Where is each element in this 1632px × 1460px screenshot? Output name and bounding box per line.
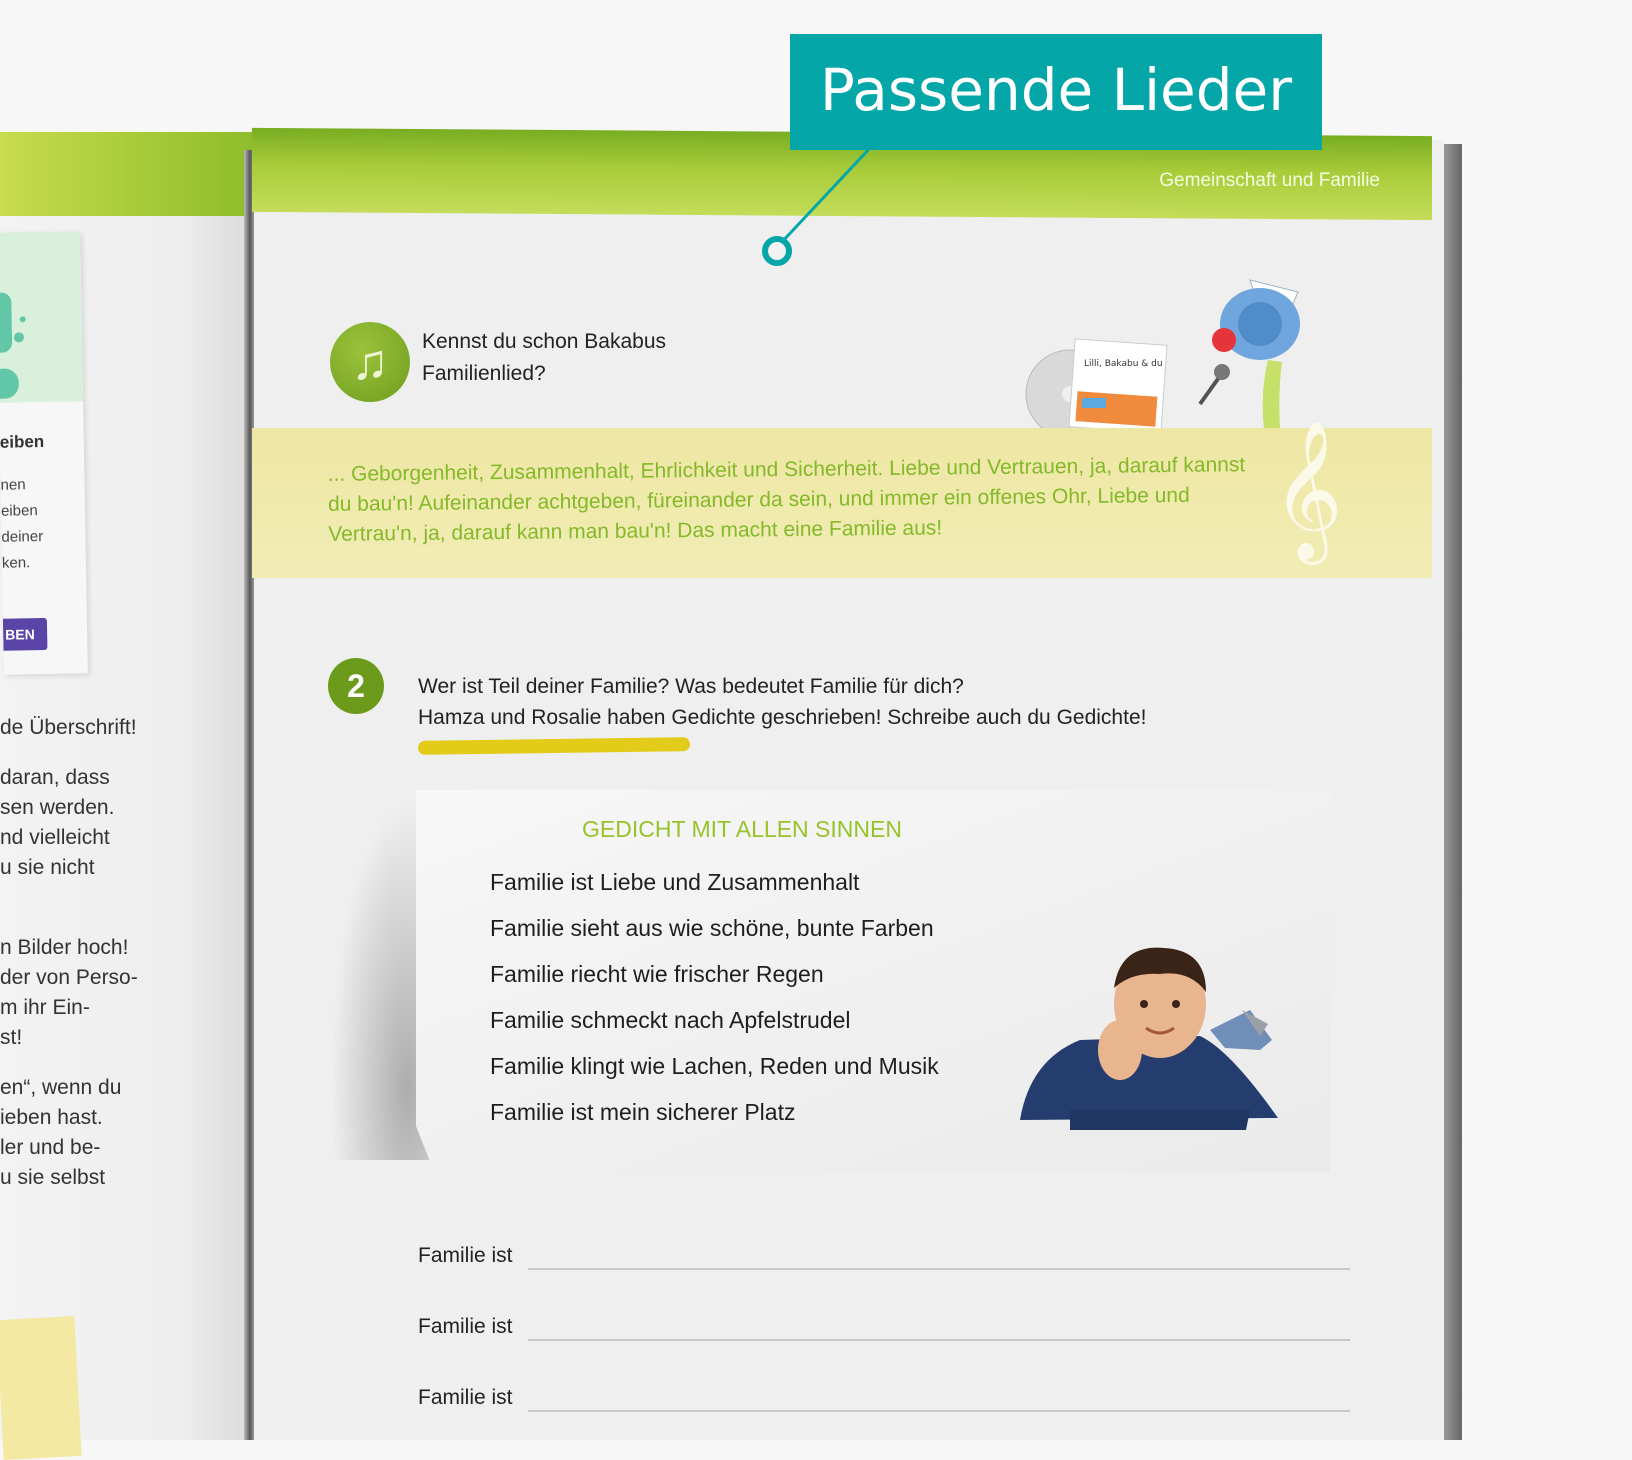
left-text-line: u sie selbst: [0, 1166, 106, 1189]
left-text-line: de Überschrift!: [0, 716, 137, 739]
section-label: Gemeinschaft und Familie: [1159, 170, 1380, 191]
left-text-line: m ihr Ein-: [0, 996, 90, 1019]
left-text-line: n Bilder hoch!: [0, 936, 129, 959]
left-text-line: ler und be-: [0, 1136, 101, 1159]
left-card-line: deiner: [1, 527, 44, 546]
left-card-button[interactable]: BEN: [3, 618, 48, 651]
mint-dot: [20, 316, 26, 322]
write-line-label: Familie ist: [418, 1386, 513, 1409]
left-card-line: ken.: [1, 554, 31, 572]
cd-cover-text: Lilli, Bakabu & du: [1084, 359, 1163, 369]
left-text-line: nd vielleicht: [0, 826, 110, 849]
poem-line: Familie ist Liebe und Zusammenhalt: [490, 869, 860, 895]
poem-line: Familie ist mein sicherer Platz: [490, 1099, 796, 1125]
write-line[interactable]: [528, 1268, 1350, 1270]
callout-title: Passende Lieder: [819, 56, 1293, 124]
bakabu-character: [1190, 272, 1320, 432]
left-card-heading: eiben: [0, 431, 45, 452]
poem-line: Familie riecht wie frischer Regen: [490, 961, 824, 987]
poem-line: Familie sieht aus wie schöne, bunte Farben: [490, 915, 934, 941]
write-line[interactable]: [528, 1410, 1350, 1412]
boy-photo: [1010, 940, 1280, 1130]
left-card-line: nen: [0, 476, 26, 494]
left-card-line: eiben: [0, 502, 38, 520]
left-card-image: [0, 231, 83, 402]
exercise-number-badge: 2: [328, 658, 384, 714]
left-text-line: u sie nicht: [0, 856, 95, 879]
poem-line: Familie klingt wie Lachen, Reden und Musik: [490, 1053, 939, 1079]
page-edge: [1444, 144, 1462, 1440]
lyrics-text: ... Geborgenheit, Zusammenhalt, Ehrlichkeit und Sicherheit. Liebe und Vertrauen, ja, darauf kannst du bau'n! Aufeinander achtgeben, füreinander da sein, und immer ein offenes Ohr, Liebe und Vertrau'n, ja, darauf kann man bau'n! Das macht eine Familie aus!: [327, 453, 1246, 546]
left-sticky-note: [0, 1316, 82, 1460]
write-line[interactable]: [528, 1339, 1350, 1341]
left-header-band: [0, 132, 258, 216]
left-text-line: der von Perso-: [0, 966, 138, 989]
mint-shape: [0, 293, 12, 353]
left-text-line: ieben hast.: [0, 1106, 103, 1129]
left-info-card: [0, 231, 88, 674]
left-text-line: daran, dass: [0, 766, 110, 789]
left-text-line: st!: [0, 1026, 23, 1049]
exercise-question-1: Wer ist Teil deiner Familie? Was bedeutet Familie für dich?: [418, 675, 964, 698]
exercise-question-2: Hamza und Rosalie haben Gedichte geschrieben! Schreibe auch du Gedichte!: [418, 706, 1147, 729]
music-note-icon: ♫: [330, 322, 410, 402]
mint-shape: [0, 368, 19, 398]
left-text-line: sen werden.: [0, 796, 115, 819]
intro-text: Kennst du schon Bakabus Familienlied?: [422, 330, 667, 385]
write-line-label: Familie ist: [418, 1315, 513, 1338]
left-text-line: en“, wenn du: [0, 1076, 122, 1099]
poem-line: Familie schmeckt nach Apfelstrudel: [490, 1007, 851, 1033]
book-spine: [244, 150, 254, 1440]
callout-pin: [762, 236, 792, 266]
poem-title: GEDICHT MIT ALLEN SINNEN: [582, 816, 902, 842]
write-line-label: Familie ist: [418, 1244, 513, 1267]
treble-clef-icon: 𝄞: [1272, 422, 1343, 556]
mint-dot: [14, 332, 24, 342]
cd-album-illustration: [1022, 338, 1168, 434]
